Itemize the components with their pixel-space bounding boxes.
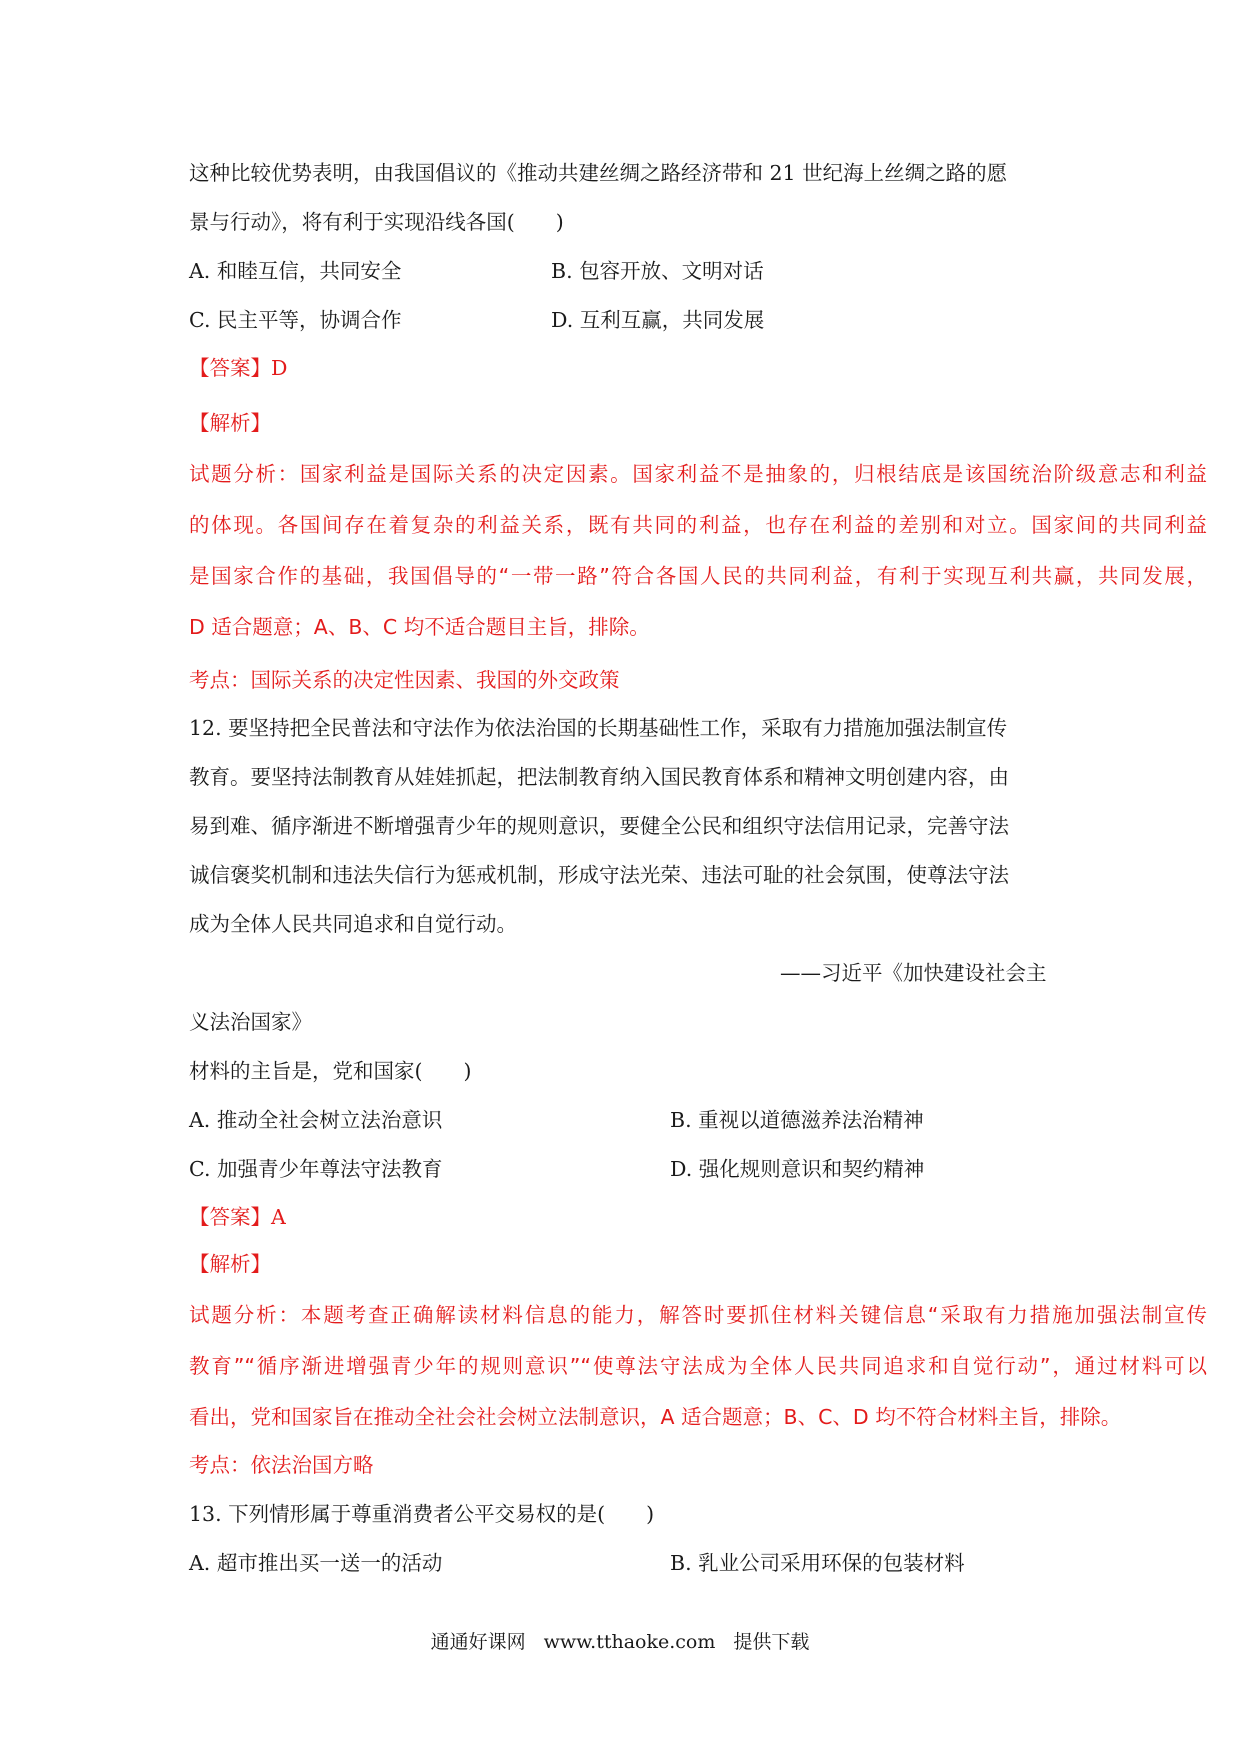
q11-analysis-line1: 试题分析：国家利益是国际关系的决定因素。国家利益不是抽象的，归根结底是该国统治阶级意志和利益: [189, 462, 1207, 486]
q12-stem-line4: 诚信褒奖机制和违法失信行为惩戒机制，形成守法光荣、违法可耻的社会氛围，使尊法守法: [189, 863, 1009, 887]
q12-answer: 【答案】A: [189, 1205, 286, 1229]
q11-option-c: C. 民主平等，协调合作: [189, 308, 402, 332]
q12-question: 材料的主旨是，党和国家( ): [189, 1059, 472, 1083]
q12-analysis-line3: 看出，党和国家旨在推动全社会社会树立法制意识，A 适合题意；B、C、D 均不符合材料主旨，排除。: [189, 1405, 1122, 1429]
q12-analysis-line1: 试题分析：本题考查正确解读材料信息的能力，解答时要抓住材料关键信息“采取有力措施加强法制宣传: [189, 1303, 1207, 1327]
q12-stem-line2: 教育。要坚持法制教育从娃娃抓起，把法制教育纳入国民教育体系和精神文明创建内容，由: [189, 765, 1009, 789]
q13-option-a: A. 超市推出买一送一的活动: [189, 1551, 443, 1575]
q11-kaodian: 考点：国际关系的决定性因素、我国的外交政策: [189, 668, 620, 692]
q12-stem-line1: 12. 要坚持把全民普法和守法作为依法治国的长期基础性工作，采取有力措施加强法制宣传: [189, 716, 1008, 740]
footer-url[interactable]: www.tthaoke.com: [543, 1631, 716, 1653]
q11-option-b: B. 包容开放、文明对话: [551, 259, 764, 283]
q12-analysis-line2: 教育”“循序渐进增强青少年的规则意识”“使尊法守法成为全体人民共同追求和自觉行动”，通过材料可以: [189, 1354, 1207, 1378]
q11-option-d: D. 互利互赢，共同发展: [551, 308, 765, 332]
footer-suffix: 提供下载: [733, 1631, 810, 1653]
q12-option-d: D. 强化规则意识和契约精神: [670, 1157, 925, 1181]
q12-stem-line3: 易到难、循序渐进不断增强青少年的规则意识，要健全公民和组织守法信用记录，完善守法: [189, 814, 1009, 838]
q12-kaodian: 考点：依法治国方略: [189, 1453, 374, 1477]
q12-option-c: C. 加强青少年尊法守法教育: [189, 1157, 443, 1181]
q12-source-line1: ——习近平《加快建设社会主: [780, 961, 1047, 985]
q11-analysis-line4: D 适合题意；A、B、C 均不适合题目主旨，排除。: [189, 615, 650, 639]
footer-site-name: 通通好课网: [430, 1631, 526, 1653]
q12-source-line2: 义法治国家》: [189, 1010, 312, 1034]
q11-stem-line2: 景与行动》，将有利于实现沿线各国( ): [189, 210, 564, 234]
q11-stem-line1: 这种比较优势表明，由我国倡议的《推动共建丝绸之路经济带和 21 世纪海上丝绸之路的愿: [189, 161, 1008, 185]
q11-analysis-line3: 是国家合作的基础，我国倡导的“一带一路”符合各国人民的共同利益，有利于实现互利共赢，共同发展，: [189, 564, 1207, 588]
q11-answer: 【答案】D: [189, 356, 288, 380]
q11-analysis-line2: 的体现。各国间存在着复杂的利益关系，既有共同的利益，也存在利益的差别和对立。国家间的共同利益: [189, 513, 1207, 537]
q12-stem-line5: 成为全体人民共同追求和自觉行动。: [189, 912, 517, 936]
q12-option-a: A. 推动全社会树立法治意识: [189, 1108, 443, 1132]
q11-option-a: A. 和睦互信，共同安全: [189, 259, 402, 283]
q13-option-b: B. 乳业公司采用环保的包装材料: [670, 1551, 965, 1575]
q13-stem: 13. 下列情形属于尊重消费者公平交易权的是( ): [189, 1502, 655, 1526]
page-footer: [0, 1628, 1240, 1656]
q12-analysis-tag: 【解析】: [189, 1252, 271, 1276]
q11-analysis-tag: 【解析】: [189, 411, 271, 435]
q12-option-b: B. 重视以道德滋养法治精神: [670, 1108, 924, 1132]
